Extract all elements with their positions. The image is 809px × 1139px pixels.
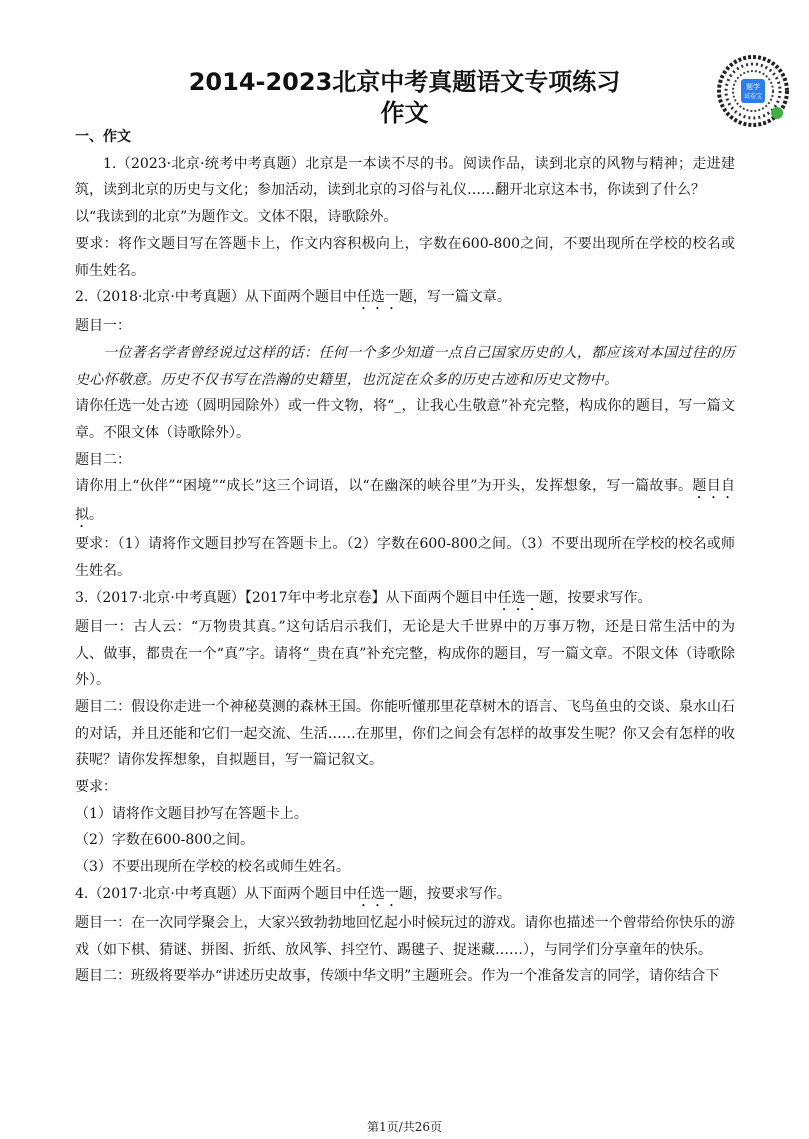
document-body	[75, 124, 735, 990]
q3-requirement-3: （3）不要出现所在学校的校名或师生姓名。	[75, 859, 350, 876]
q2-topic1-text: 请你任选一处古迹（圆明园除外）或一件文物，将“_，让我心生敬意”补充完整，构成你的题目，写一篇文章。不限文体（诗歌除外）。	[75, 398, 735, 442]
logo-text-bottom: 试卷宝	[743, 93, 763, 100]
q1-prompt: 1.（2023·北京·统考中考真题）北京是一本读不尽的书。阅读作品，读到北京的风物与精神；走进建筑，读到北京的历史与文化；参加活动，读到北京的习俗与礼仪……翻开北京这本书，你读到了什么？	[75, 155, 735, 199]
q3-topic2: 题目二：假设你走进一个神秘莫测的森林王国。你能听懂那里花草树木的语言、飞鸟鱼虫的交谈、泉水山石的对话，并且还能和它们一起交流、生活……在那里，你们之间会有怎样的故事发生呢？你又会有怎样的收获呢？请你发挥想象，自拟题目，写一篇记叙文。	[75, 698, 735, 769]
q4-emphasis: 任选一	[356, 885, 399, 902]
logo-text-top: 题学	[746, 83, 760, 91]
q3-requirement-1: （1）请将作文题目抄写在答题卡上。	[75, 805, 308, 822]
q3-requirement-2: （2）字数在600-800之间。	[75, 832, 255, 849]
document-subtitle: 作文	[380, 99, 429, 127]
q2-topic1-label: 题目一：	[75, 318, 131, 335]
q4-topic2: 题目二：班级将要举办“讲述历史故事，传颂中华文明”主题班会。作为一个准备发言的同学，请你结合下	[75, 968, 720, 985]
q2-quote: 一位著名学者曾经说过这样的话：任何一个多少知道一点自己国家历史的人，都应该对本国过往的历史心怀敬意。历史不仅书写在浩瀚的史籍里，也沉淀在众多的历史古迹和历史文物中。	[75, 344, 735, 388]
document-title: 2014-2023北京中考真题语文专项练习	[188, 68, 621, 96]
q4-topic1: 题目一：在一次同学聚会上，大家兴致勃勃地回忆起小时候玩过的游戏。请你也描述一个曾带给你快乐的游戏（如下棋、猜谜、拼图、折纸、放风筝、抖空竹、踢毽子、捉迷藏……），与同学们分享童年的快乐。	[75, 914, 735, 958]
q2-requirements: 要求：（1）请将作文题目抄写在答题卡上。（2）字数在600-800之间。（3）不要出现所在学校的校名或师生姓名。	[75, 536, 735, 580]
q4-intro: 4.（2017·北京·中考真题）从下面两个题目中任选一题，按要求写作。	[75, 885, 511, 902]
page-number: 第1页/共26页	[367, 1120, 442, 1134]
q2-topic2-emphasis: 题目自拟	[75, 478, 736, 524]
q2-emphasis: 任选一	[356, 289, 399, 306]
q2-topic2-label: 题目二：	[75, 451, 131, 468]
q3-emphasis: 任选一	[497, 589, 540, 606]
section-heading: 一、作文	[75, 129, 131, 145]
q1-instruction: 以“我读到的北京”为题作文。文体不限，诗歌除外。	[75, 209, 398, 226]
q1-requirements: 要求：将作文题目写在答题卡上，作文内容积极向上，字数在600-800之间，不要出现所在学校的校名或师生姓名。	[75, 235, 735, 279]
q3-requirements-label: 要求：	[75, 779, 117, 796]
q2-topic2-text: 请你用上“伙伴”“困境”“成长”这三个词语，以“在幽深的峡谷里”为开头，发挥想象，写一篇故事。题目自拟。	[75, 478, 736, 524]
q3-intro: 3.（2017·北京·中考真题）【2017年中考北京卷】从下面两个题目中任选一题，按要求写作。	[75, 589, 652, 606]
q3-topic1: 题目一：古人云：“万物贵其真。”这句话启示我们，无论是大千世界中的万事万物，还是日常生活中的为人、做事，都贵在一个“真”字。请将“_贵在真”补充完整，构成你的题目，写一篇文章。不限文体（诗歌除外）。	[75, 618, 735, 689]
qr-code-logo-icon	[717, 55, 789, 127]
q2-intro: 2.（2018·北京·中考真题）从下面两个题目中任选一题，写一篇文章。	[75, 289, 511, 306]
